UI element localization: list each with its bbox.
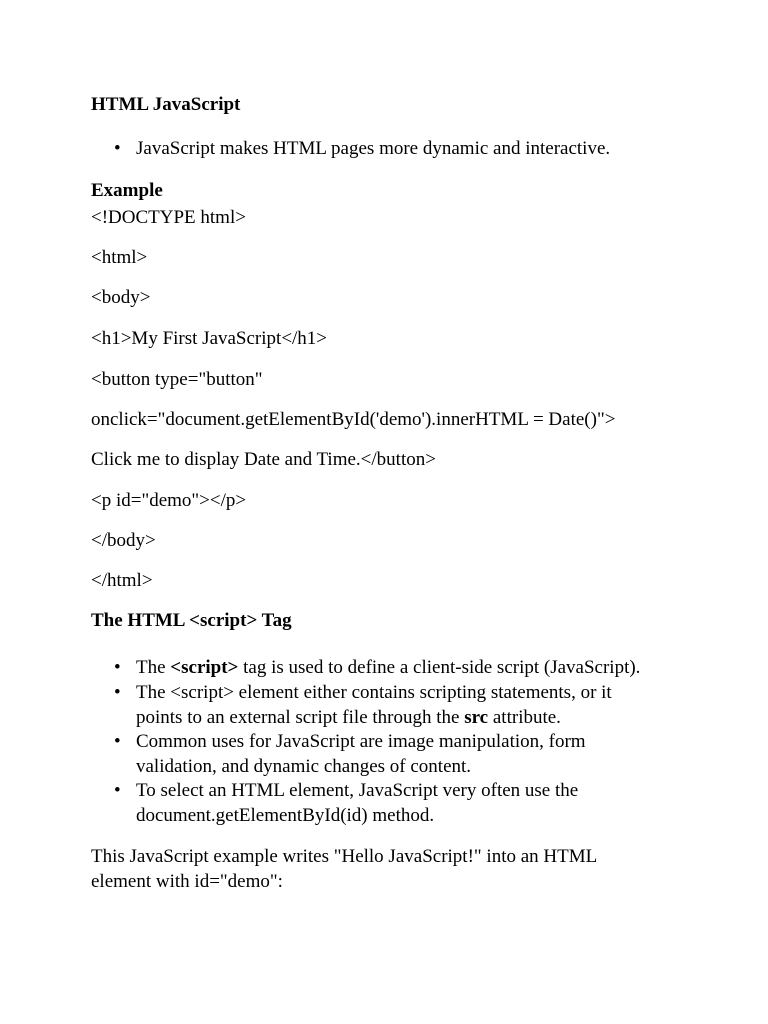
list-item-text: The <script> element either contains scripting statements, or it points to an external script file through the src attribute. bbox=[136, 682, 612, 728]
code-line: <!DOCTYPE html> bbox=[91, 207, 246, 228]
script-tag-bold: <script> bbox=[170, 657, 239, 678]
section-heading-script-tag: The HTML <script> Tag bbox=[91, 610, 292, 631]
bullet-icon: • bbox=[114, 780, 121, 801]
bullet-icon: • bbox=[114, 731, 121, 752]
code-line: onclick="document.getElementById('demo').innerHTML = Date()"> bbox=[91, 409, 616, 430]
code-line: <button type="button" bbox=[91, 369, 263, 390]
code-line: <p id="demo"></p> bbox=[91, 490, 247, 511]
closing-paragraph-line: This JavaScript example writes "Hello JavaScript!" into an HTML bbox=[91, 846, 598, 867]
code-line: Click me to display Date and Time.</button> bbox=[91, 449, 436, 470]
section-heading-html-javascript: HTML JavaScript bbox=[91, 94, 241, 115]
bullet-icon: • bbox=[114, 657, 121, 678]
code-line: </html> bbox=[91, 570, 153, 591]
example-heading: Example bbox=[91, 180, 163, 201]
list-item-text: Common uses for JavaScript are image manipulation, form validation, and dynamic changes of content. bbox=[136, 731, 586, 777]
list-item-text: To select an HTML element, JavaScript very often use the document.getElementById(id) method. bbox=[136, 780, 579, 826]
list-item-text: The <script> tag is used to define a client-side script (JavaScript). bbox=[136, 657, 641, 678]
code-line: <html> bbox=[91, 247, 148, 268]
list-item-text: JavaScript makes HTML pages more dynamic and interactive. bbox=[136, 138, 611, 159]
closing-paragraph-line: element with id="demo": bbox=[91, 871, 283, 892]
bullet-icon: • bbox=[114, 138, 121, 159]
code-line: <h1>My First JavaScript</h1> bbox=[91, 328, 328, 349]
src-attribute-bold: src bbox=[464, 706, 489, 728]
bullet-icon: • bbox=[114, 682, 121, 703]
code-line: <body> bbox=[91, 287, 151, 308]
code-line: </body> bbox=[91, 530, 156, 551]
